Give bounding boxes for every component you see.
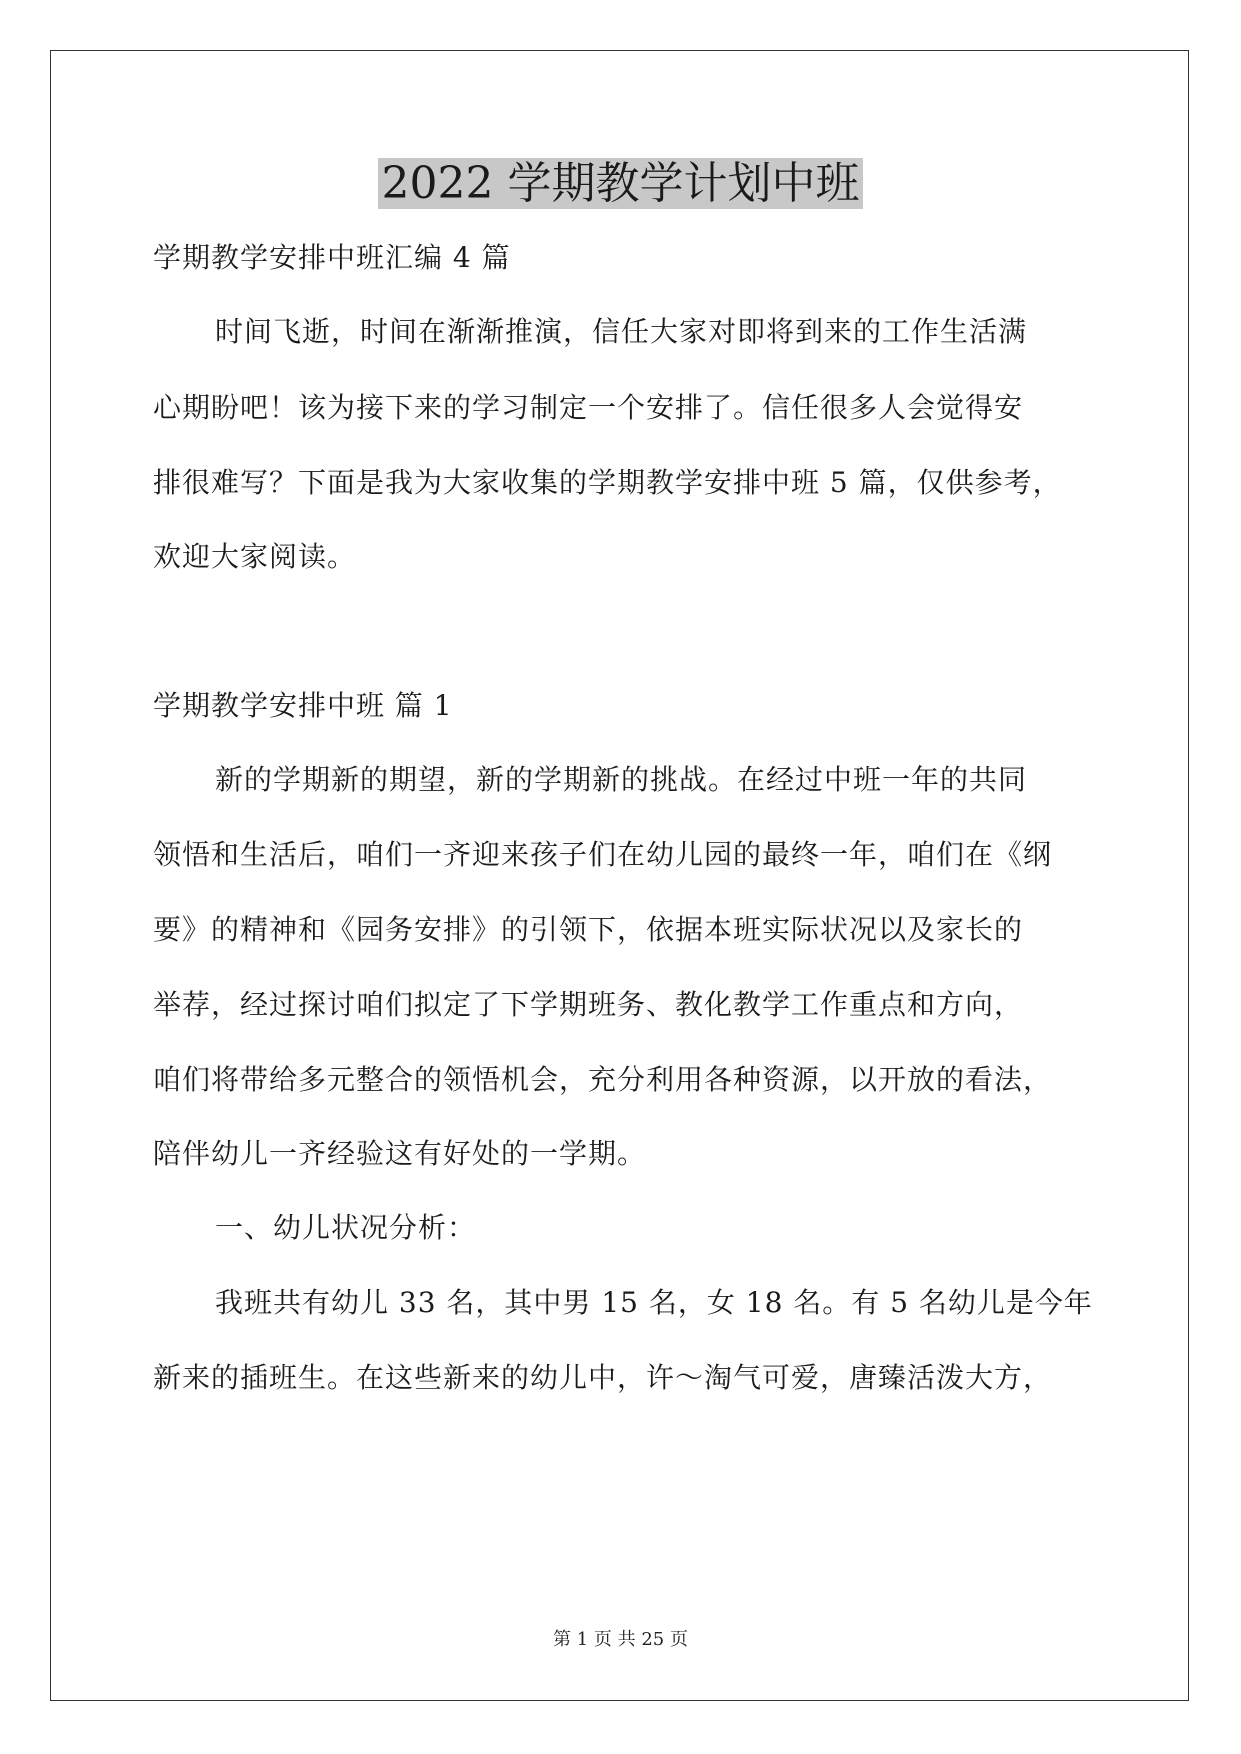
intro-line: 欢迎大家阅读。 xyxy=(153,540,357,573)
document-title xyxy=(0,152,1241,216)
analysis-line: 新来的插班生。在这些新来的幼儿中，许～淘气可爱，唐臻活泼大方， xyxy=(153,1361,1053,1394)
document-title-text: 2022 学期教学计划中班 xyxy=(378,158,864,209)
intro-line: 心期盼吧！该为接下来的学习制定一个安排了。信任很多人会觉得安 xyxy=(153,391,1024,424)
document-subtitle: 学期教学安排中班汇编 4 篇 xyxy=(153,241,511,274)
intro-line: 时间飞逝，时间在渐渐推演，信任大家对即将到来的工作生活满 xyxy=(215,315,1028,348)
section-heading: 学期教学安排中班 篇 1 xyxy=(153,689,453,722)
intro-line: 排很难写？下面是我为大家收集的学期教学安排中班 5 篇，仅供参考， xyxy=(153,466,1062,499)
page-footer: 第 1 页 共 25 页 xyxy=(553,1629,688,1650)
section-line: 领悟和生活后，咱们一齐迎来孩子们在幼儿园的最终一年，咱们在《纲 xyxy=(153,838,1053,871)
analysis-line: 我班共有幼儿 33 名，其中男 15 名，女 18 名。有 5 名幼儿是今年 xyxy=(215,1286,1093,1319)
section-line: 陪伴幼儿一齐经验这有好处的一学期。 xyxy=(153,1137,647,1170)
analysis-heading: 一、幼儿状况分析： xyxy=(215,1211,477,1244)
section-line: 举荐，经过探讨咱们拟定了下学期班务、教化教学工作重点和方向， xyxy=(153,988,1024,1021)
section-line: 咱们将带给多元整合的领悟机会，充分利用各种资源，以开放的看法， xyxy=(153,1063,1053,1096)
section-line: 要》的精神和《园务安排》的引领下，依据本班实际状况以及家长的 xyxy=(153,913,1024,946)
page-border xyxy=(50,50,1189,1701)
section-line: 新的学期新的期望，新的学期新的挑战。在经过中班一年的共同 xyxy=(215,763,1028,796)
